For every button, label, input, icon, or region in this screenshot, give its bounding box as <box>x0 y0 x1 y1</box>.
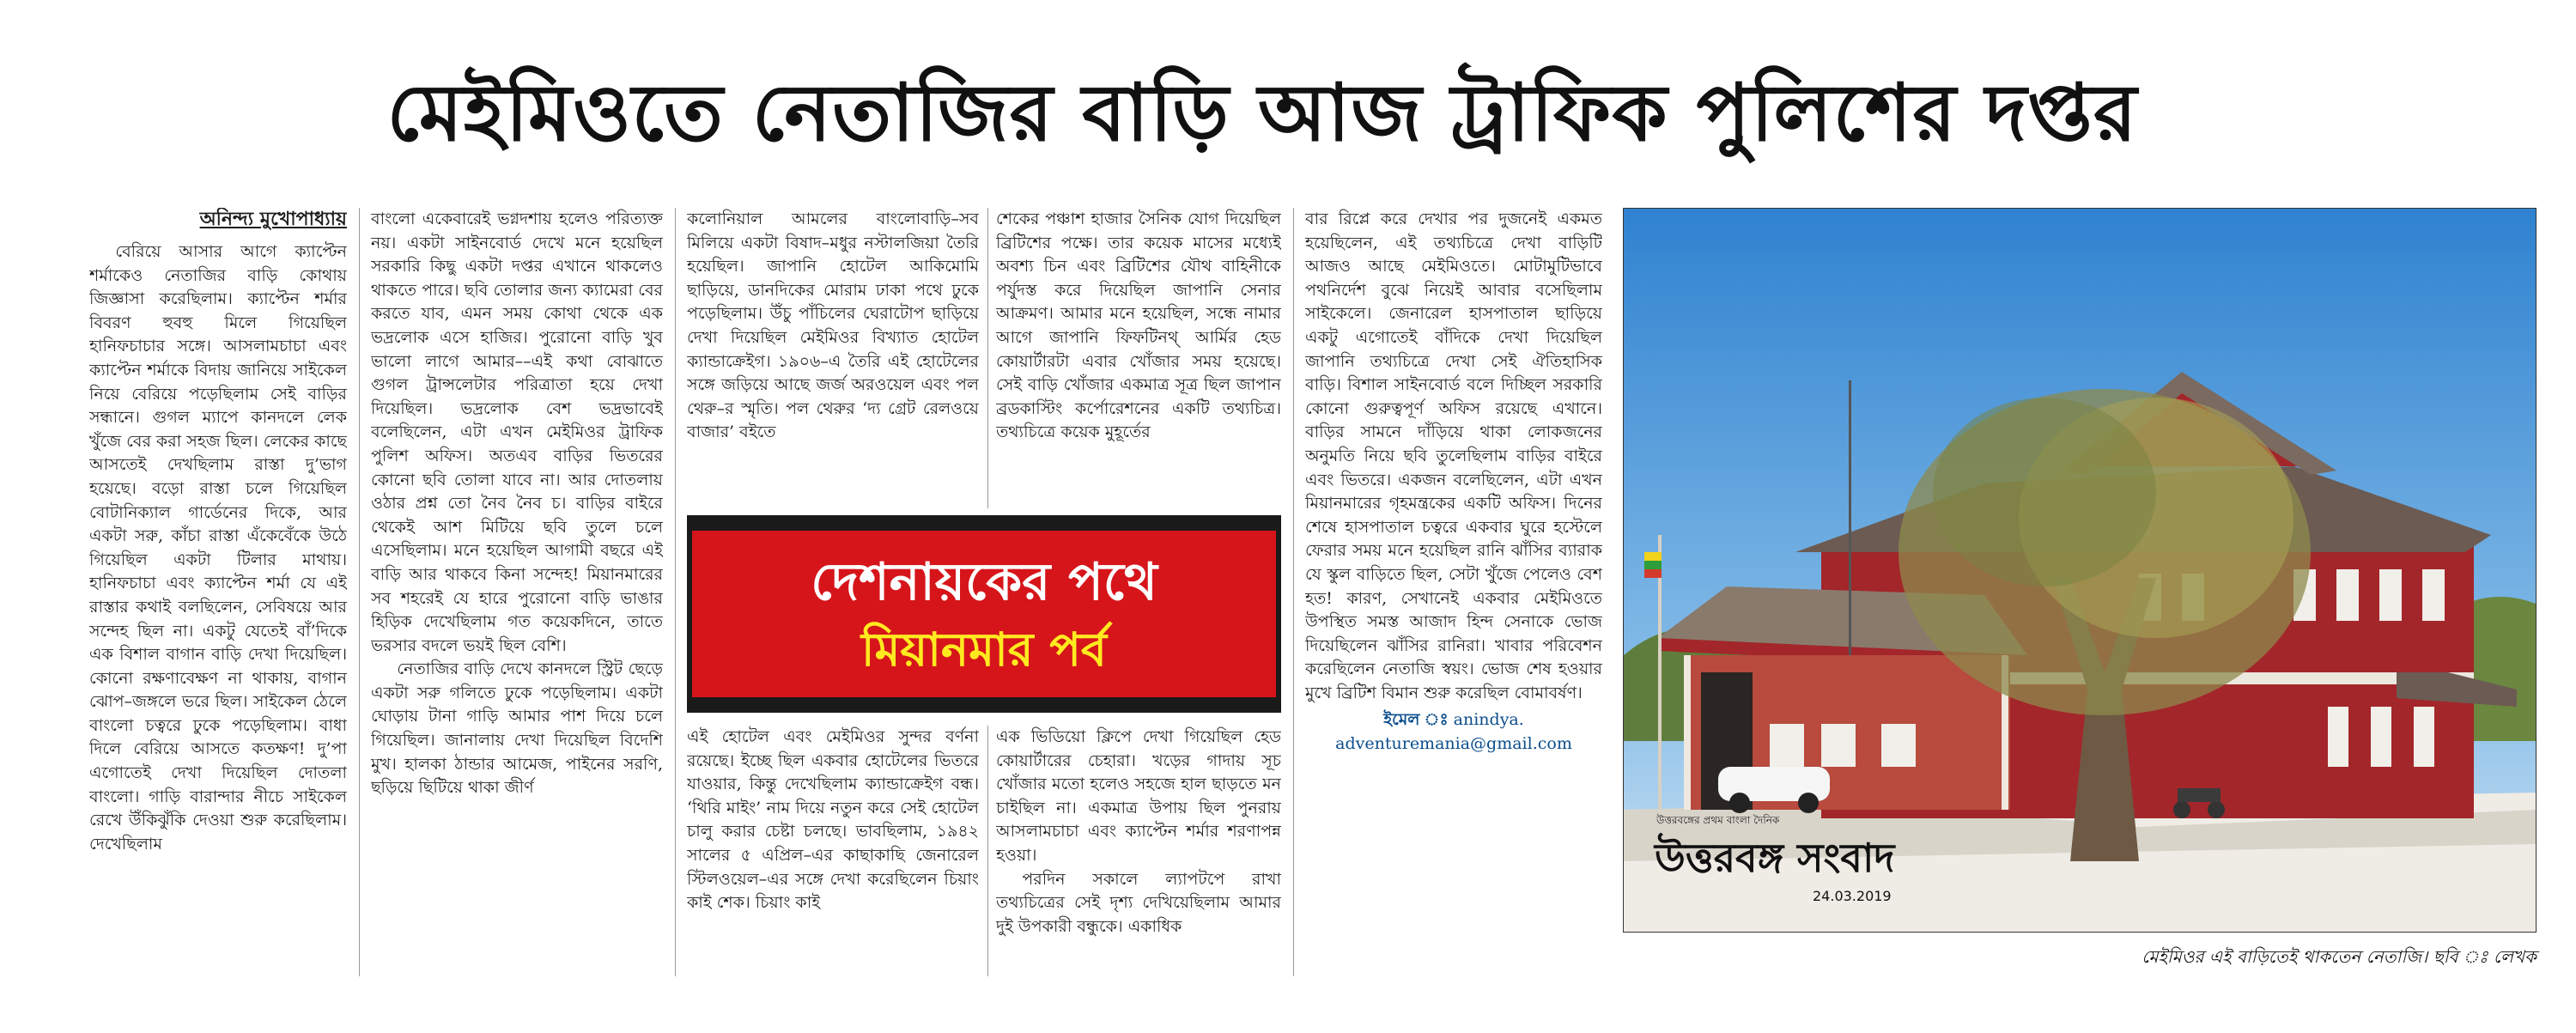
paragraph: বাংলো একেবারেই ভগ্নদশায় হলেও পরিত্যক্ত নয়। একটা সাইনবোর্ড দেখে মনে হয়েছিল সরকারি কিছু একটা দপ্তর এখানে থাকলেও থাকতে পারে। ছবি তোলার জন্য ক্যামেরা বের করতে যাব, এমন সময় কোথা থেকে এক ভদ্রলোক এসে হাজির। পুরোনো বাড়ি খুব ভালো লাগে আমার––এই কথা বোঝাতে গুগল ট্রান্সলেটার পরিত্রাতা হয়ে দেখা দিয়েছিল। ভদ্রলোক বেশ ভদ্রভাবেই বলেছিলেন, এটা এখন মেইমিওর ট্রাফিক পুলিশ অফিস। অতএব বাড়ির ভিতরের কোনো ছবি তোলা যাবে না। আর দোতলায় ওঠার প্রশ্ন তো নৈব নৈব চ। বাড়ির বাইরে থেকেই আশ মিটিয়ে ছবি তুলে চলে এসেছিলাম। মনে হয়েছিল আগামী বছরে এই বাড়ি আর থাকবে কিনা সন্দেহ! মিয়ানমারের সব শহরেই যে হারে পুরোনো বাড়ি ভাঙার হিড়িক দেখেছিলাম গত কয়েকদিনে, তাতে ভরসার বদলে ভয়ই ছিল বেশি। <box>371 210 663 655</box>
column-divider <box>987 726 988 976</box>
paragraph: নেতাজির বাড়ি দেখে কানদলে স্ট্রিট ছেড়ে একটা সরু গলিতে ঢুকে পড়েছিলাম। একটা ঘোড়ায় টানা গাড়ি আমার পাশ দিয়ে চলে গিয়েছিল। জানালায় দেখা দিয়েছিল বিদেশি মুখ। হালকা ঠান্ডার আমেজ, পাইনের সরণি, ছড়িয়ে ছিটিয়ে থাকা জীর্ণ <box>371 659 663 798</box>
photo-caption: মেইমিওর এই বাড়িতেই থাকতেন নেতাজি। ছবি ঃ লেখক <box>2142 946 2537 967</box>
email-domain[interactable]: adventuremania@gmail.com <box>1335 734 1572 754</box>
column-divider <box>1293 208 1294 976</box>
article-column-4-top <box>996 208 1281 508</box>
article-column-3-top <box>687 208 979 508</box>
building-photo <box>1623 208 2537 933</box>
email-user[interactable]: anindya. <box>1453 710 1524 730</box>
article-column-2 <box>371 208 663 981</box>
paragraph: এই হোটেল এবং মেইমিওর সুন্দর বর্ণনা রয়েছে। ইচ্ছে ছিল একবার হোটেলের ভিতরে যাওয়ার, কিন্তু দেখেছিলাম ক্যান্ডাক্রেইগ বন্ধ। ‘থিরি মাইং’ নাম দিয়ে নতুন করে সেই হোটেল চালু করার চেষ্টা চলছে। ভাবছিলাম, ১৯৪২ সালের ৫ এপ্রিল–এর কাছাকাছি জেনারেল স্টিলওয়েল–এর সঙ্গে দেখা করেছিলেন চিয়াং কাই শেক। চিয়াং কাই <box>687 727 979 913</box>
watermark-tagline: উত্তরবঙ্গের প্রথম বাংলা দৈনিক <box>1656 814 1780 826</box>
photo-date: 24.03.2019 <box>1813 888 1892 904</box>
banner-subtitle: মিয়ানমার পর্ব <box>861 623 1107 677</box>
author-email <box>1305 708 1602 756</box>
column-divider <box>987 208 988 508</box>
series-banner <box>687 515 1281 713</box>
paragraph: বেরিয়ে আসার আগে ক্যাপ্টেন শর্মাকেও নেতাজির বাড়ি কোথায় জিজ্ঞাসা করেছিলাম। ক্যাপ্টেন শর্মার বিবরণ হুবহু মিলে গিয়েছিল হানিফচাচার সঙ্গে। আসলামচাচা এবং ক্যাপ্টেন শর্মাকে বিদায় জানিয়ে সাইকেল নিয়ে বেরিয়ে পড়েছিলাম সেই বাড়ির সন্ধানে। গুগল ম্যাপে কানদলে লেক খুঁজে বের করা সহজ ছিল। লেকের কাছে আসতেই দেখছিলাম রাস্তা দু’ভাগ হয়েছে। বড়ো রাস্তা চলে গিয়েছিল বোটানিক্যাল গার্ডেনের দিকে, আর একটা সরু, কাঁচা রাস্তা এঁকেবেঁকে উঠে গিয়েছিল একটা টিলার মাথায়। হানিফচাচা এবং ক্যাপ্টেন শর্মা যে এই রাস্তার কথাই বলছিলেন, সেবিষয়ে আর সন্দেহ ছিল না। একটু যেতেই বাঁ’দিকে এক বিশাল বাগান বাড়ি দেখা দিয়েছিল। কোনো রক্ষণাবেক্ষণ না থাকায়, বাগান ঝোপ–জঙ্গলে ভরে ছিল। সাইকেল ঠেলে বাংলো চত্বরে ঢুকে পড়েছিলাম। বাধা দিলে বেরিয়ে আসতে কতক্ষণ! দু’পা এগোতেই দেখা দিয়েছিল দোতলা বাংলো। গাড়ি বারান্দার নীচে সাইকেল রেখে উঁকিঝুঁকি দেওয়া শুরু করেছিলাম। দেখেছিলাম <box>89 242 347 854</box>
article-column-1 <box>89 208 347 981</box>
article-column-3-bottom <box>687 726 979 979</box>
paragraph: পরদিন সকালে ল্যাপটপে রাখা তথ্যচিত্রের সেই দৃশ্য দেখিয়েছিলাম আমার দুই উপকারী বন্ধুকে। একাধিক <box>996 869 1281 936</box>
banner-title: দেশনায়কের পথে <box>811 552 1157 612</box>
column-divider <box>359 208 360 976</box>
paragraph: এক ভিডিয়ো ক্লিপে দেখা গিয়েছিল হেড কোয়ার্টারের চেহারা। খড়ের গাদায় সূচ খোঁজার মতো হলেও সহজে হাল ছাড়তে মন চাইছিল না। একমাত্র উপায় ছিল পুনরায় আসলামচাচা এবং ক্যাপ্টেন শর্মার শরণাপন্ন হওয়া। <box>996 727 1281 865</box>
email-label: ইমেল ঃ <box>1383 710 1449 730</box>
article-column-5 <box>1305 208 1602 981</box>
paragraph: কলোনিয়াল আমলের বাংলোবাড়ি–সব মিলিয়ে একটা বিষাদ–মধুর নস্টালজিয়া তৈরি হয়েছিল। জাপানি হোটেল আকিমোমি ছাড়িয়ে, ডানদিকের মোরাম ঢাকা পথে ঢুকে পড়েছিলাম। উঁচু পাঁচিলের ঘেরাটোপ ছাড়িয়ে দেখা দিয়েছিল মেইমিওর বিখ্যাত হোটেল ক্যান্ডাক্রেইগ। ১৯০৬–এ তৈরি এই হোটেলের সঙ্গে জড়িয়ে আছে জর্জ অরওয়েল এবং পল থেরু–র স্মৃতি। পল থেরুর ‘দ্য গ্রেট রেলওয়ে বাজার’ বইতে <box>687 210 979 442</box>
newspaper-logo: উত্তরবঙ্গ সংবাদ <box>1655 835 1895 881</box>
headline: মেইমিওতে নেতাজির বাড়ি আজ ট্রাফিক পুলিশের দপ্তর <box>386 67 2138 159</box>
byline: অনিন্দ্য মুখোপাধ্যায় <box>199 209 347 230</box>
paragraph: শেকের পঞ্চাশ হাজার সৈনিক যোগ দিয়েছিল ব্রিটিশের পক্ষে। তার কয়েক মাসের মধ্যেই অবশ্য চিন এবং ব্রিটিশের যৌথ বাহিনীকে পর্যুদস্ত করে দিয়েছিল জাপানি সেনার আক্রমণ। আমার মনে হয়েছিল, সন্ধে নামার আগে জাপানি ফিফটিনথ্‌ আর্মির হেড কোয়ার্টারটা এবার খোঁজার সময় হয়েছে। সেই বাড়ি খোঁজার একমাত্র সূত্র ছিল জাপান ব্রডকাস্টিং কর্পোরেশনের একটি তথ্যচিত্র। তথ্যচিত্রে কয়েক মুহূর্তের <box>996 210 1281 442</box>
column-divider <box>675 208 676 976</box>
paragraph: বার রিপ্লে করে দেখার পর দুজনেই একমত হয়েছিলেন, এই তথ্যচিত্রে দেখা বাড়িটি আজও আছে মেইমিওতে। মোটামুটিভাবে পথনির্দেশ বুঝে নিয়েই আবার বসেছিলাম সাইকেলে। জেনারেল হাসপাতাল ছাড়িয়ে একটু এগোতেই বাঁদিকে দেখা দিয়েছিল জাপানি তথ্যচিত্রে দেখা সেই ঐতিহাসিক বাড়ি। বিশাল সাইনবোর্ড বলে দিচ্ছিল সরকারি কোনো গুরুত্বপূর্ণ অফিস রয়েছে এখানে। বাড়ির সামনে দাঁড়িয়ে থাকা লোকজনের অনুমতি নিয়ে ছবি তুলেছিলাম বাড়ির বাইরে এবং ভিতরে। একজন বলেছিলেন, এটা এখন মিয়ানমারের গৃহমন্ত্রকের একটি অফিস। দিনের শেষে হাসপাতাল চত্বরে একবার ঘুরে হস্টেলে ফেরার সময় মনে হয়েছিল রানি ঝাঁসির ব্যারাক যে স্কুল বাড়িতে ছিল, সেটা খুঁজে পেলেও বেশ হত! কারণ, সেখানেই একবার মেইমিওতে উপস্থিত সমস্ত আজাদ হিন্দ সেনাকে ভোজ দিয়েছিলেন ঝাঁসির রানিরা। খাবার পরিবেশন করেছিলেন নেতাজি স্বয়ং। ভোজ শেষ হওয়ার মুখে ব্রিটিশ বিমান শুরু করেছিল বোমাবর্ষণ। <box>1305 210 1602 702</box>
article-column-4-bottom <box>996 726 1281 979</box>
